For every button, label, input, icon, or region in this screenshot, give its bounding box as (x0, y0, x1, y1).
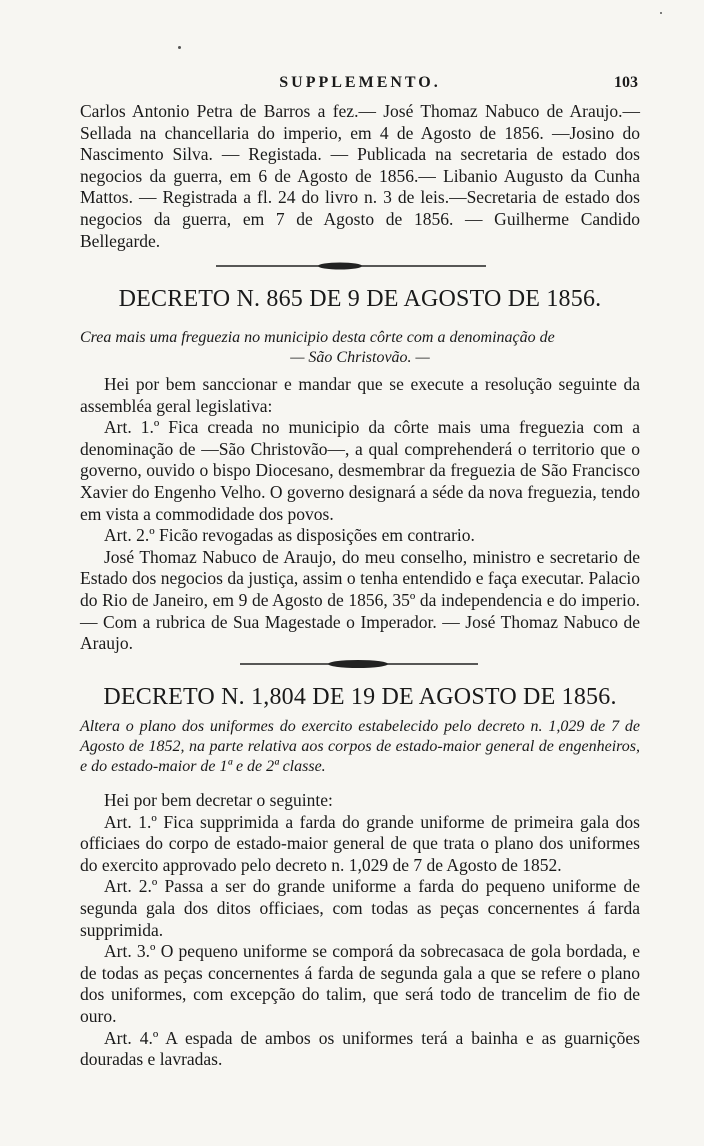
page-header (80, 74, 640, 96)
decree-2-heading: DECRETO N. 1,804 DE 19 DE AGOSTO DE 1856. (103, 684, 617, 710)
decree-2-article-1: Art. 1.º Fica supprimida a farda do grande uniforme de primeira gala dos officiaes do corpo de estado-maior general de que trata o plano dos uniformes do exercito approvado pelo decreto n. 1,029 de 7 de Agosto de 1852. (80, 811, 640, 875)
ornamental-rule (0, 259, 704, 273)
decree-2-article-4: Art. 4.º A espada de ambos os uniformes terá a bainha e as guarnições douradas e lavradas. (80, 1027, 640, 1070)
decree-2-subtitle: Altera o plano dos uniformes do exercito estabelecido pelo decreto n. 1,029 de 7 de Agosto de 1852, na parte relativa aos corpos de estado-maior general de engenheiros, e do estado-maior de 1ª e de 2ª classe. (80, 718, 640, 775)
decree-1-paragraph: Hei por bem sanccionar e mandar que se execute a resolução seguinte da assembléa geral legislativa: (80, 374, 640, 416)
decree-1-subtitle-line-1: Crea mais uma freguezia no municipio desta côrte com a denominação de (80, 329, 555, 346)
decree-1-closing: José Thomaz Nabuco de Araujo, do meu conselho, ministro e secretario de Estado dos negocios da justiça, assim o tenha entendido e faça executar. Palacio do Rio de Janeiro, em 9 de Agosto de 1856, 35º da independencia e do imperio.— Com a rubrica de Sua Magestade o Imperador. — José Thomaz Nabuco de Araujo. (80, 546, 640, 654)
page-number: 103 (614, 74, 638, 91)
intro-paragraph (80, 101, 640, 252)
print-speck (178, 46, 181, 49)
intro-text: Carlos Antonio Petra de Barros a fez.— José Thomaz Nabuco de Araujo.—Sellada na chancellaria do imperio, em 4 de Agosto de 1856. —Josino do Nascimento Silva. — Registada. — Publicada na secretaria de estado dos negocios da guerra, em 6 de Agosto de 1856.— Libanio Augusto da Cunha Mattos. — Registrada a fl. 24 do livro n. 3 de leis.—Secretaria de estado dos negocios da guerra, em 7 de Agosto de 1856. — Guilherme Candido Bellegarde. (80, 101, 640, 251)
decree-1-subtitle (80, 328, 640, 368)
decree-1-body (80, 374, 640, 655)
ornamental-rule (0, 657, 704, 671)
decree-1-article-1: Art. 1.º Fica creada no municipio da côrte mais uma freguezia com a denominação de —São Christovão—, a qual comprehenderá o territorio que o governo, ouvido o bispo Diocesano, desmembrar da freguezia de São Francisco Xavier do Engenho Velho. O governo designará a séde da nova freguezia, tendo em vista a commodidade dos povos. (80, 417, 640, 524)
running-title: SUPPLEMENTO. (279, 74, 441, 91)
decree-2-article-3: Art. 3.º O pequeno uniforme se comporá da sobrecasaca de gola bordada, e de todas as peças concernentes á farda de segunda gala a que se refere o plano dos uniformes, com excepção do talim, que será todo de trancelim de fio de ouro. (80, 941, 640, 1026)
print-speck (660, 12, 662, 14)
decree-2-article-2: Art. 2.º Passa a ser do grande uniforme a farda do pequeno uniforme de segunda gala dos ditos officiaes, com todas as peças concernentes á farda supprimida. (80, 876, 640, 940)
decree-1-article-2: Art. 2.º Ficão revogadas as disposições em contrario. (104, 525, 475, 546)
decree-2-body (80, 790, 640, 1071)
decree-2-paragraph: Hei por bem decretar o seguinte: (104, 790, 333, 810)
decree-1-subtitle-line-2: — São Christovão. — (290, 349, 430, 366)
decree-1-heading: DECRETO N. 865 DE 9 DE AGOSTO DE 1856. (118, 286, 602, 312)
